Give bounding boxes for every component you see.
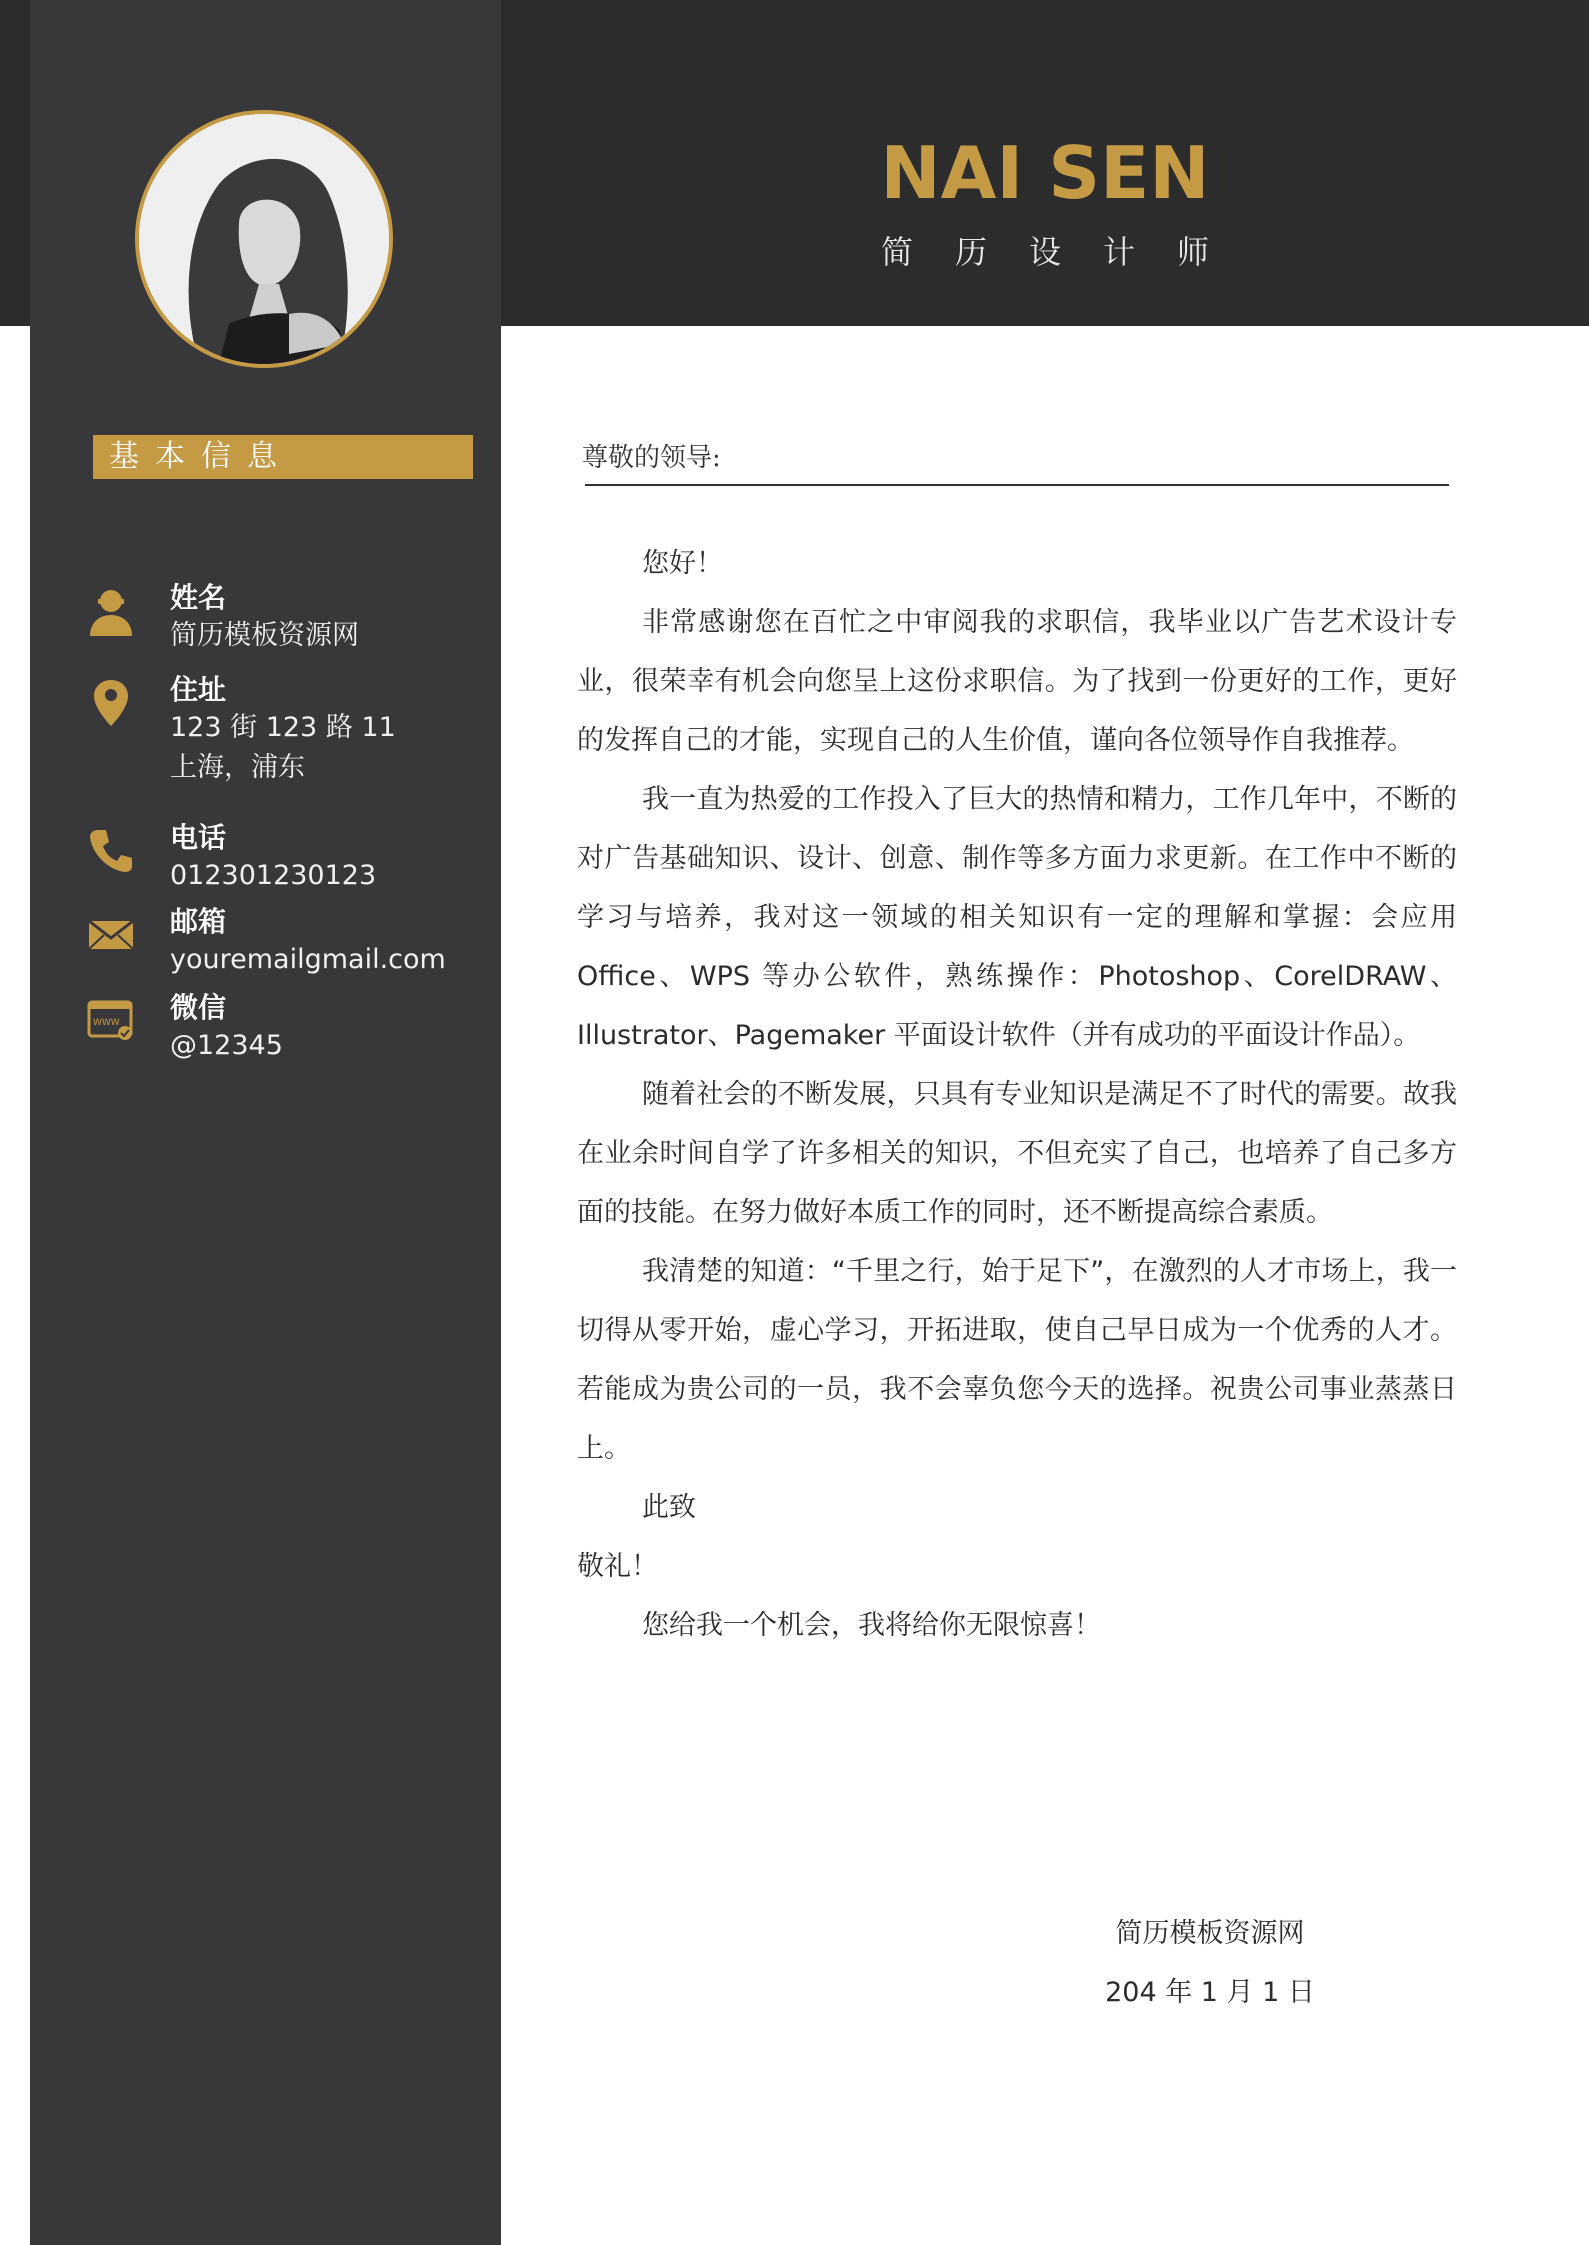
salutation-underline	[585, 484, 1449, 486]
brand-subtitle: 简历设计师	[880, 233, 1251, 271]
contact-phone-label: 电话	[170, 821, 227, 854]
contact-email-label: 邮箱	[170, 905, 227, 938]
letter-postscript: 您给我一个机会，我将给你无限惊喜！	[642, 1610, 1101, 1641]
svg-text:WWW: WWW	[93, 1018, 120, 1028]
letter-paragraph: 我清楚的知道：“千里之行，始于足下”，在激烈的人才市场上，我一切得从零开始，虚心学习，开拓进取，使自己早日成为一个优秀的人才。若能成为贵公司的一员，我不会辜负您今天的选择。祝贵公司事业蒸蒸日上。	[577, 1256, 1457, 1464]
mail-icon	[84, 908, 138, 962]
basic-info-heading: 基本信息	[93, 435, 473, 479]
signature-block	[1080, 1904, 1340, 2022]
contact-address-line1: 123 街 123 路 11	[170, 712, 396, 743]
contact-phone-value: 012301230123	[170, 860, 377, 891]
contact-wechat-value: @12345	[170, 1030, 283, 1061]
letter-paragraph: 非常感谢您在百忙之中审阅我的求职信，我毕业以广告艺术设计专业，很荣幸有机会向您呈上这份求职信。为了找到一份更好的工作，更好的发挥自己的才能，实现自己的人生价值，谨向各位领导作自我推荐。	[577, 607, 1457, 756]
signature-name: 简历模板资源网	[1115, 1918, 1305, 1949]
contact-address-line2: 上海，浦东	[170, 752, 305, 783]
location-pin-icon	[84, 676, 138, 730]
contact-address-label: 住址	[170, 673, 227, 706]
brand-name: NAI SEN	[880, 131, 1210, 215]
signature-date: 204 年 1 月 1 日	[1105, 1977, 1315, 2008]
letter-closing: 敬礼！	[577, 1551, 658, 1582]
letter-body	[577, 534, 1457, 1655]
person-icon	[84, 584, 138, 638]
contact-wechat-label: 微信	[170, 991, 227, 1024]
contact-name-label: 姓名	[170, 581, 227, 614]
contact-email-value: youremailgmail.com	[170, 944, 446, 975]
letter-paragraph: 我一直为热爱的工作投入了巨大的热情和精力，工作几年中，不断的对广告基础知识、设计、创意、制作等多方面力求更新。在工作中不断的学习与培养，我对这一领域的相关知识有一定的理解和掌握：会应用 Office、WPS 等办公软件，熟练操作：Photoshop、CorelDRAW、Illustrator、Pagemaker 平面设计软件（并有成功的平面设计作品）。	[577, 784, 1457, 1051]
letter-paragraph: 您好！	[642, 548, 723, 579]
contact-name-value: 简历模板资源网	[170, 620, 359, 651]
letter-salutation: 尊敬的领导:	[582, 443, 721, 473]
www-icon	[84, 994, 138, 1048]
profile-photo-image	[139, 114, 389, 364]
letter-paragraph: 随着社会的不断发展，只具有专业知识是满足不了时代的需要。故我在业余时间自学了许多相关的知识，不但充实了自己，也培养了自己多方面的技能。在努力做好本质工作的同时，还不断提高综合素质。	[577, 1079, 1457, 1228]
letter-paragraph: 此致	[642, 1492, 696, 1523]
profile-photo	[135, 110, 393, 368]
phone-icon	[84, 824, 138, 878]
